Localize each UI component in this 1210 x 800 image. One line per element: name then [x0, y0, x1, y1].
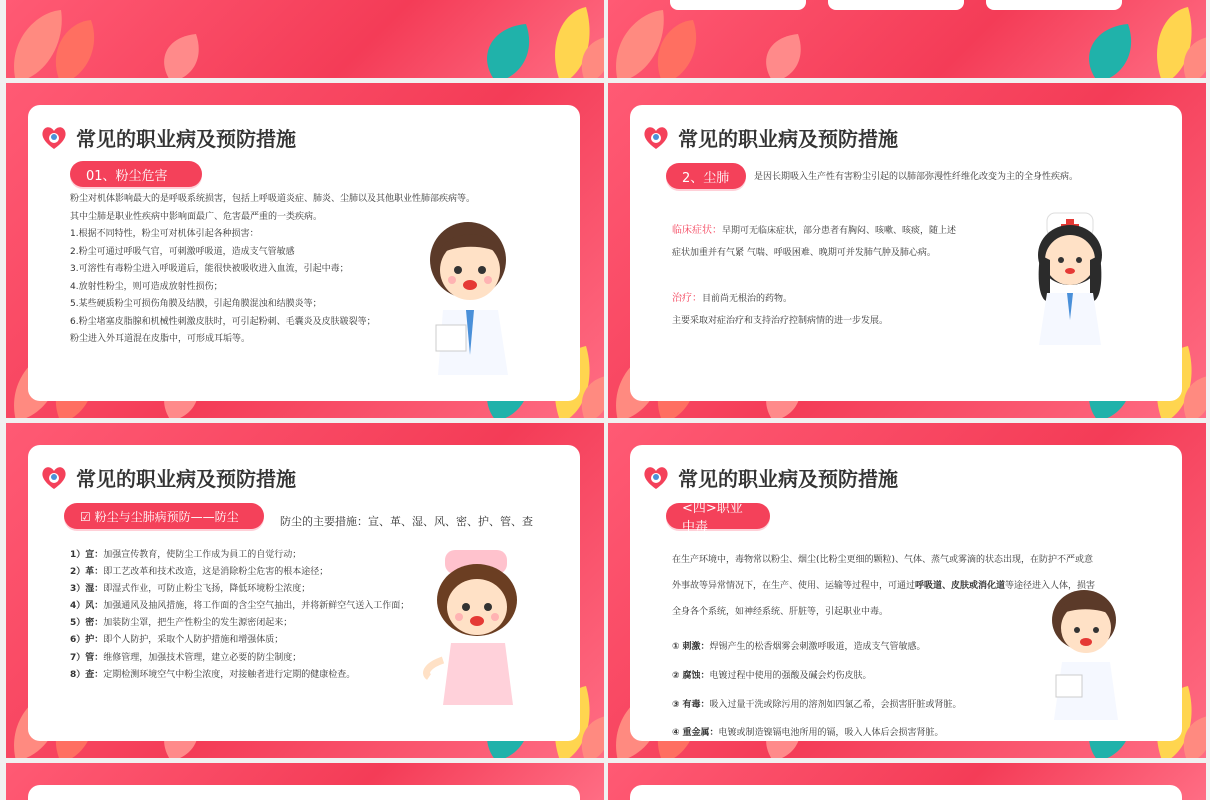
heart-logo-icon [642, 464, 670, 492]
section-pill: <四>职业中毒 [666, 503, 770, 529]
slide-partial-top-right[interactable] [608, 0, 1206, 78]
slide-card [28, 105, 580, 401]
list-item: 4）风：加强通风及抽风措施，将工作面的含尘空气抽出，并将新鲜空气送入工作面； [70, 601, 410, 612]
main-measures: 防尘的主要措施：宣、革、湿、风、密、护、管、查 [280, 515, 533, 528]
list-item: ④ 重金属：电镀或制造镍镉电池所用的镉，吸入人体后会损害肾脏。 [672, 728, 944, 739]
slide-card [630, 445, 1182, 741]
heart-logo-icon [642, 124, 670, 152]
poison-list [672, 633, 962, 748]
symptom-text: 症状加重并有气紧 气喘、呼吸困难、晚期可并发肺气肿及肺心病。 [672, 247, 936, 258]
page-title: 常见的职业病及预防措施 [76, 467, 296, 491]
slide-card [28, 445, 580, 741]
measure-list [70, 547, 409, 684]
list-item: 7）管：维修管理，加强技术管理，建立必要的防尘制度； [70, 652, 302, 663]
list-item: ① 刺激：焊锡产生的松香烟雾会刺激呼吸道，造成支气管敏感。 [672, 642, 926, 652]
doctor-illustration [418, 215, 528, 375]
doctor-illustration [1040, 580, 1130, 720]
heart-logo-icon [40, 464, 68, 492]
text-line: 粉尘进入外耳道混在皮脂中，可形成耳垢等。 [70, 334, 251, 345]
text-line: 全身各个系统，如神经系统、肝脏等，引起职业中毒。 [672, 607, 889, 618]
treatment-block [672, 289, 888, 330]
leaf-decoration-icon [6, 2, 236, 78]
list-item: 1）宣：加强宣传教育，使防尘工作成为員工的自觉行动； [70, 550, 302, 560]
text-line: 3.可溶性有毒粉尘进入呼吸道后，能很快被吸收进入血流，引起中毒； [70, 264, 349, 275]
text-line: 1.根据不同特性，粉尘可对机体引起各种损害： [70, 229, 259, 240]
list-item: 3）湿：即湿式作业，可防止粉尘飞扬，降低环境粉尘浓度； [70, 584, 311, 595]
leaf-decoration-icon [1078, 2, 1206, 78]
slide-partial-bottom-right[interactable] [608, 763, 1206, 800]
leaf-decoration-icon [476, 2, 604, 78]
text-line: 粉尘对机体影响最大的是呼吸系统损害，包括上呼吸道炎症、肺炎、尘肺以及其他职业性肺部疾病等。 [70, 194, 476, 204]
symptom-text: 早期可无临床症状，部分患者有胸闷、咳嗽、咳痰，随上述 [722, 226, 957, 236]
text-line: 外事故等异常情况下，在生产、使用、运输等过程中，可通过呼吸道、皮肤或消化道等途径进入人体，损害 [672, 581, 1096, 592]
treatment-text: 主要采取对症治疗和支持治疗控制病情的进一步发展。 [672, 315, 889, 326]
treatment-text: 目前尚无根治的药物。 [702, 294, 793, 304]
slide-occupational-poisoning[interactable] [608, 423, 1206, 758]
section-pill: 01、粉尘危害 [70, 161, 202, 187]
treatment-label: 治疗： [672, 293, 702, 304]
list-item: 5）密：加装防尘罩，把生产性粉尘的发生源密闭起来； [70, 618, 293, 629]
symptom-label: 临床症状： [672, 225, 722, 236]
page-title: 常见的职业病及预防措施 [678, 467, 898, 491]
list-item: ③ 有毒：吸入过量干洗或除污用的溶剂如四氯乙希，会损害肝脏或肾脏。 [672, 699, 962, 710]
symptom-block [672, 221, 956, 262]
slide-partial-top-left[interactable] [6, 0, 604, 78]
slide-pneumoconiosis[interactable] [608, 83, 1206, 418]
text-line: 5.某些硬质粉尘可损伤角膜及结膜，引起角膜混浊和结膜炎等； [70, 299, 322, 310]
nurse-illustration [423, 545, 543, 705]
list-item: 8）查：定期检测环境空气中粉尘浓度，对接触者进行定期的健康检查。 [70, 669, 356, 680]
text-line: 2.粉尘可通过呼吸气官，可刺激呼吸道，造成支气管敏感 [70, 246, 295, 257]
list-item: 6）护：即个人防护，采取个人防护措施和增强体质； [70, 635, 284, 646]
text-line: 4.放射性粉尘，则可造成放射性损伤； [70, 281, 223, 292]
list-item: 2）革：即工艺改革和技术改造，这是消除粉尘危害的根本途径； [70, 567, 329, 578]
text-line: 6.粉尘堵塞皮脂腺和机械性刺激皮肤时，可引起粉刺、毛囊炎及皮肤皲裂等； [70, 316, 376, 327]
slide-partial-bottom-left[interactable] [6, 763, 604, 800]
definition-text: 是因长期吸入生产性有害粉尘引起的以肺部弥漫性纤维化改变为主的全身性疾病。 [754, 172, 1079, 182]
page-title: 常见的职业病及预防措施 [678, 127, 898, 151]
nurse-illustration [1025, 205, 1115, 345]
slide-dust-prevention[interactable] [6, 423, 604, 758]
intro-text [672, 547, 1095, 625]
list-item: ② 腐蚀：电镀过程中使用的强酸及碱会灼伤皮肤。 [672, 670, 872, 681]
leaf-decoration-icon [608, 2, 838, 78]
text-line: 在生产环境中，毒物常以粉尘、烟尘(比粉尘更细的颗粒)、气体、蒸气或雾滴的状态出现，在防护不严或意 [672, 555, 1094, 565]
slide-card [630, 105, 1182, 401]
body-text [70, 191, 475, 349]
text-line: 其中尘肺是职业性疾病中影响面最广、危害最严重的一类疾病。 [70, 211, 323, 222]
heart-logo-icon [40, 124, 68, 152]
slide-dust-hazard[interactable] [6, 83, 604, 418]
section-pill: 2、尘肺 [666, 163, 746, 189]
page-title: 常见的职业病及预防措施 [76, 127, 296, 151]
section-pill: ☑ 粉尘与尘肺病预防——防尘 [64, 503, 264, 529]
